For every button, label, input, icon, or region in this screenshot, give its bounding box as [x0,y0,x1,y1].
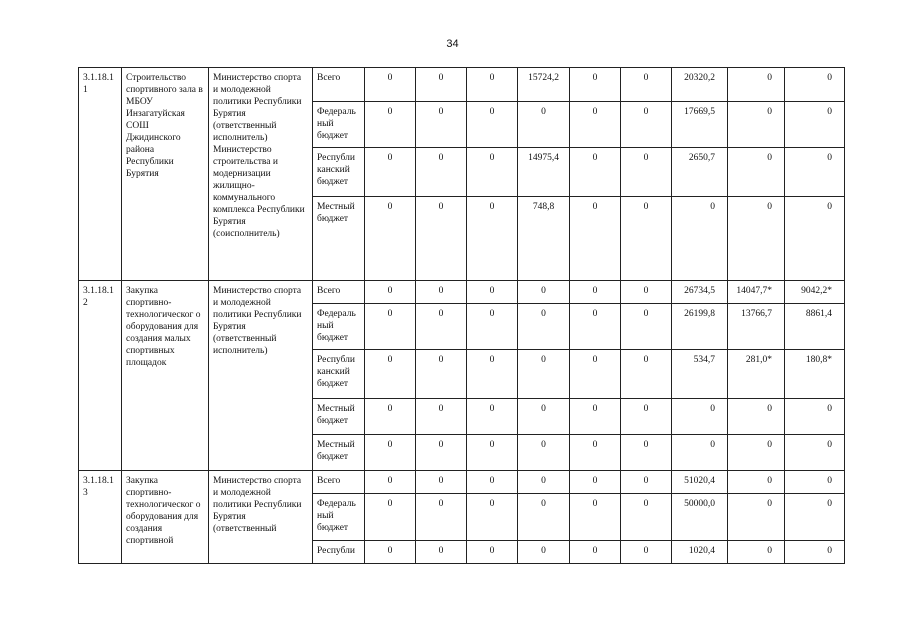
amount-cell: 748,8 [518,197,570,281]
item-name: Закупка спортивно-технологическог о оборудования для создания спортивной [122,471,209,564]
amount-cell: 534,7 [672,350,728,399]
amount-cell: 0 [621,399,672,435]
amount-cell: 0 [365,435,416,471]
amount-cell: 0 [570,68,621,102]
amount-cell: 0 [785,494,845,541]
table-row [79,281,845,304]
funding-source: Местный бюджет [313,197,365,281]
amount-cell: 0 [570,399,621,435]
amount-cell: 0 [518,350,570,399]
amount-cell: 0 [518,399,570,435]
amount-cell: 0 [570,102,621,148]
amount-cell: 0 [672,435,728,471]
amount-cell: 0 [570,435,621,471]
funding-source: Всего [313,281,365,304]
amount-cell: 26199,8 [672,304,728,350]
amount-cell: 0 [728,102,785,148]
amount-cell: 13766,7 [728,304,785,350]
amount-cell: 0 [785,68,845,102]
amount-cell: 0 [365,148,416,197]
amount-cell: 0 [518,304,570,350]
amount-cell: 0 [365,399,416,435]
item-code: 3.1.18.1 1 [79,68,122,281]
amount-cell: 0 [570,304,621,350]
amount-cell: 0 [728,541,785,564]
amount-cell: 0 [785,541,845,564]
amount-cell: 0 [416,102,467,148]
amount-cell: 0 [570,281,621,304]
amount-cell: 0 [416,68,467,102]
amount-cell: 0 [416,494,467,541]
amount-cell: 9042,2* [785,281,845,304]
amount-cell: 0 [570,541,621,564]
amount-cell: 0 [728,471,785,494]
table-row [79,68,845,102]
amount-cell: 0 [621,304,672,350]
amount-cell: 0 [621,471,672,494]
funding-source: Республи канский бюджет [313,148,365,197]
item-executor: Министерство спорта и молодежной политики Республики Бурятия (ответственный исполнитель) Министерство строительства и модернизации жилищно-коммунального комплекса Республики Бурятия (соисполнитель) [209,68,313,281]
table-row [79,471,845,494]
amount-cell: 0 [416,399,467,435]
amount-cell: 0 [621,541,672,564]
amount-cell: 0 [570,494,621,541]
amount-cell: 0 [728,68,785,102]
amount-cell: 17669,5 [672,102,728,148]
amount-cell: 0 [785,197,845,281]
budget-table [78,67,845,564]
page-number: 34 [446,38,459,50]
funding-source: Республи [313,541,365,564]
item-name: Строительство спортивного зала в МБОУ Инзагатуйская СОШ Джидинского района Республики Бурятия [122,68,209,281]
amount-cell: 0 [416,304,467,350]
amount-cell: 0 [621,281,672,304]
funding-source: Всего [313,68,365,102]
amount-cell: 180,8* [785,350,845,399]
amount-cell: 0 [467,197,518,281]
amount-cell: 15724,2 [518,68,570,102]
amount-cell: 51020,4 [672,471,728,494]
amount-cell: 0 [416,435,467,471]
amount-cell: 0 [728,435,785,471]
amount-cell: 0 [416,148,467,197]
amount-cell: 0 [365,281,416,304]
amount-cell: 0 [785,148,845,197]
amount-cell: 0 [416,471,467,494]
amount-cell: 0 [728,148,785,197]
amount-cell: 0 [467,435,518,471]
amount-cell: 8861,4 [785,304,845,350]
amount-cell: 0 [621,102,672,148]
amount-cell: 0 [467,102,518,148]
amount-cell: 0 [621,68,672,102]
amount-cell: 0 [672,399,728,435]
amount-cell: 0 [518,435,570,471]
amount-cell: 0 [467,281,518,304]
amount-cell: 1020,4 [672,541,728,564]
amount-cell: 2650,7 [672,148,728,197]
amount-cell: 0 [785,399,845,435]
amount-cell: 0 [467,399,518,435]
funding-source: Федераль ный бюджет [313,102,365,148]
amount-cell: 0 [518,471,570,494]
amount-cell: 0 [365,350,416,399]
amount-cell: 0 [621,494,672,541]
amount-cell: 281,0* [728,350,785,399]
amount-cell: 0 [728,494,785,541]
amount-cell: 0 [570,148,621,197]
amount-cell: 0 [365,471,416,494]
amount-cell: 0 [467,68,518,102]
amount-cell: 0 [621,435,672,471]
amount-cell: 0 [467,304,518,350]
amount-cell: 0 [785,102,845,148]
amount-cell: 0 [570,471,621,494]
item-code: 3.1.18.1 3 [79,471,122,564]
amount-cell: 0 [467,541,518,564]
amount-cell: 0 [365,197,416,281]
funding-source: Федераль ный бюджет [313,304,365,350]
amount-cell: 0 [365,304,416,350]
amount-cell: 0 [416,281,467,304]
funding-source: Местный бюджет [313,435,365,471]
item-executor: Министерство спорта и молодежной политики Республики Бурятия (ответственный [209,471,313,564]
amount-cell: 0 [785,435,845,471]
amount-cell: 0 [518,102,570,148]
funding-source: Республи канский бюджет [313,350,365,399]
funding-source: Федераль ный бюджет [313,494,365,541]
amount-cell: 0 [365,102,416,148]
amount-cell: 0 [467,471,518,494]
amount-cell: 0 [416,350,467,399]
amount-cell: 0 [621,197,672,281]
amount-cell: 20320,2 [672,68,728,102]
amount-cell: 0 [728,399,785,435]
amount-cell: 0 [365,68,416,102]
amount-cell: 0 [518,281,570,304]
funding-source: Всего [313,471,365,494]
amount-cell: 26734,5 [672,281,728,304]
amount-cell: 0 [467,350,518,399]
amount-cell: 0 [570,197,621,281]
amount-cell: 14975,4 [518,148,570,197]
amount-cell: 0 [416,197,467,281]
item-code: 3.1.18.1 2 [79,281,122,471]
amount-cell: 0 [621,148,672,197]
amount-cell: 0 [518,541,570,564]
amount-cell: 0 [570,350,621,399]
item-name: Закупка спортивно-технологическог о оборудования для создания малых спортивных площадок [122,281,209,471]
amount-cell: 50000,0 [672,494,728,541]
amount-cell: 0 [365,541,416,564]
amount-cell: 0 [467,148,518,197]
amount-cell: 14047,7* [728,281,785,304]
amount-cell: 0 [467,494,518,541]
funding-source: Местный бюджет [313,399,365,435]
amount-cell: 0 [672,197,728,281]
amount-cell: 0 [621,350,672,399]
amount-cell: 0 [728,197,785,281]
amount-cell: 0 [518,494,570,541]
amount-cell: 0 [785,471,845,494]
item-executor: Министерство спорта и молодежной политики Республики Бурятия (ответственный исполнитель) [209,281,313,471]
amount-cell: 0 [365,494,416,541]
amount-cell: 0 [416,541,467,564]
